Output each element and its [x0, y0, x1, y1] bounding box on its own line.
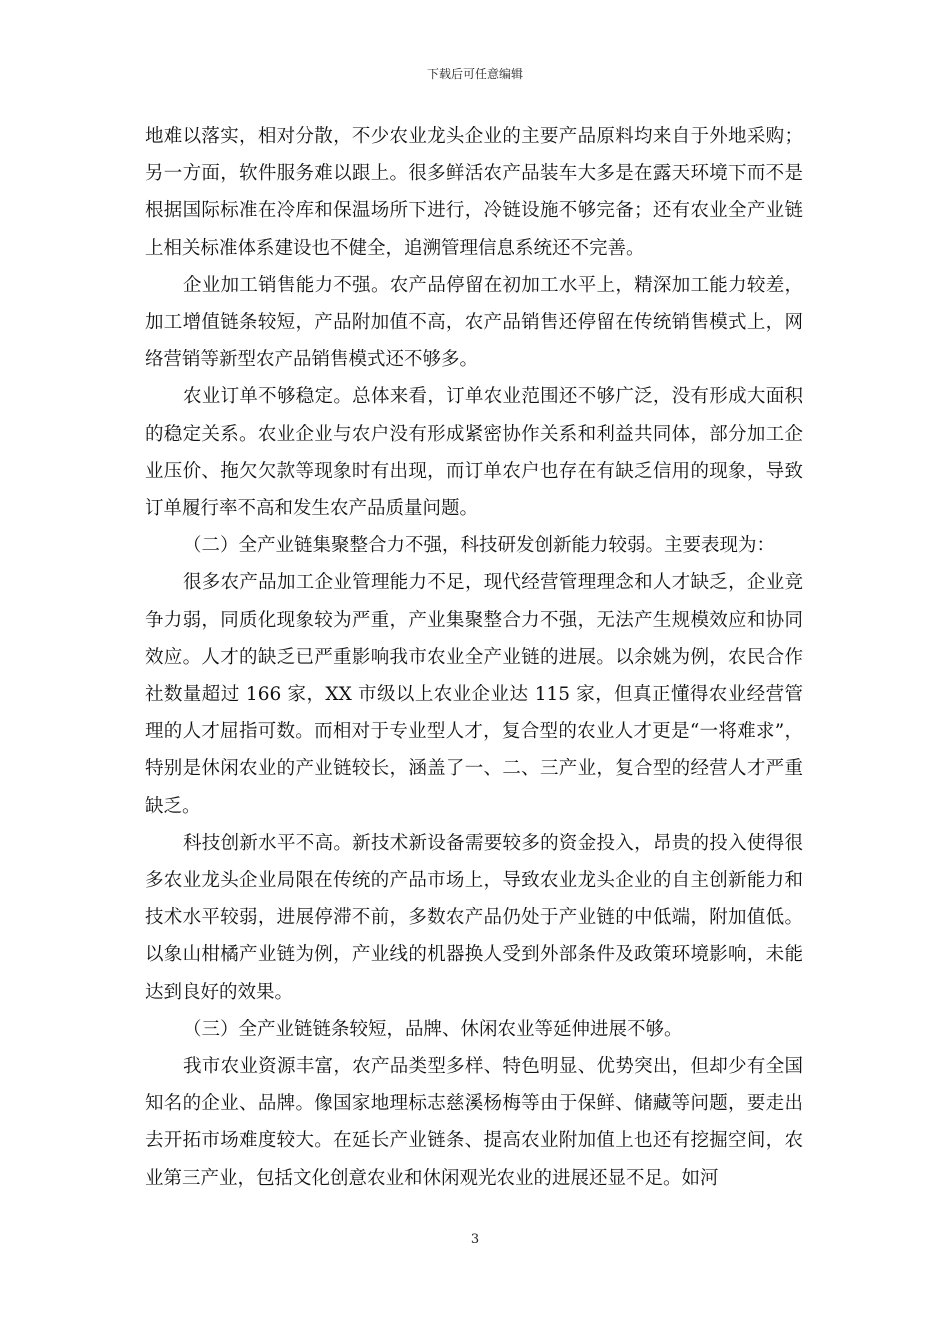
document-body	[145, 118, 803, 1197]
section-heading-2: （二）全产业链集聚整合力不强，科技研发创新能力较弱。主要表现为：	[183, 535, 776, 557]
paragraph-management-talent: 很多农产品加工企业管理能力不足，现代经营管理理念和人才缺乏，企业竞争力弱，同质化现象较为严重，产业集聚整合力不强，无法产生规模效应和协同效应。人才的缺乏已严重影响我市农业全产业链的进展。以余姚为例，农民合作社数量超过 166 家，XX 市级以上农业企业达 115 家，但真正懂得农业经营管理的人才屈指可数。而相对于专业型人才，复合型的农业人才更是“一将难求”，特别是休闲农业的产业链较长，涵盖了一、二、三产业，复合型的经营人才严重缺乏。	[145, 572, 803, 817]
page-number: 3	[470, 1232, 480, 1247]
paragraph-tech-innovation: 科技创新水平不高。新技术新设备需要较多的资金投入，昂贵的投入使得很多农业龙头企业局限在传统的产品市场上，导致农业龙头企业的自主创新能力和技术水平较弱，进展停滞不前，多数农产品仍处于产业链的中低端，附加值低。以象山柑橘产业链为例，产业线的机器换人受到外部条件及政策环境影响，未能达到良好的效果。	[145, 832, 803, 1003]
paragraph-continued: 地难以落实，相对分散，不少农业龙头企业的主要产品原料均来自于外地采购；另一方面，软件服务难以跟上。很多鲜活农产品装车大多是在露天环境下而不是根据国际标准在冷库和保温场所下进行，冷链设施不够完备；还有农业全产业链上相关标准体系建设也不健全，追溯管理信息系统还不完善。	[145, 126, 803, 259]
paragraph-brand-leisure: 我市农业资源丰富，农产品类型多样、特色明显、优势突出，但却少有全国知名的企业、品牌。像国家地理标志慈溪杨梅等由于保鲜、储藏等问题，要走出去开拓市场难度较大。在延长产业链条、提高农业附加值上也还有挖掘空间，农业第三产业，包括文化创意农业和休闲观光农业的进展还显不足。如河	[145, 1056, 803, 1189]
page-header: 下载后可任意编辑	[426, 67, 523, 81]
paragraph-processing-sales: 企业加工销售能力不强。农产品停留在初加工水平上，精深加工能力较差，加工增值链条较短，产品附加值不高，农产品销售还停留在传统销售模式上，网络营销等新型农产品销售模式还不够多。	[145, 274, 803, 371]
paragraph-order-farming: 农业订单不够稳定。总体来看，订单农业范围还不够广泛，没有形成大面积的稳定关系。农业企业与农户没有形成紧密协作关系和利益共同体，部分加工企业压价、拖欠欠款等现象时有出现，而订单农户也存在有缺乏信用的现象，导致订单履行率不高和发生农产品质量问题。	[145, 386, 803, 520]
section-heading-3: （三）全产业链链条较短，品牌、休闲农业等延伸进展不够。	[183, 1018, 683, 1040]
